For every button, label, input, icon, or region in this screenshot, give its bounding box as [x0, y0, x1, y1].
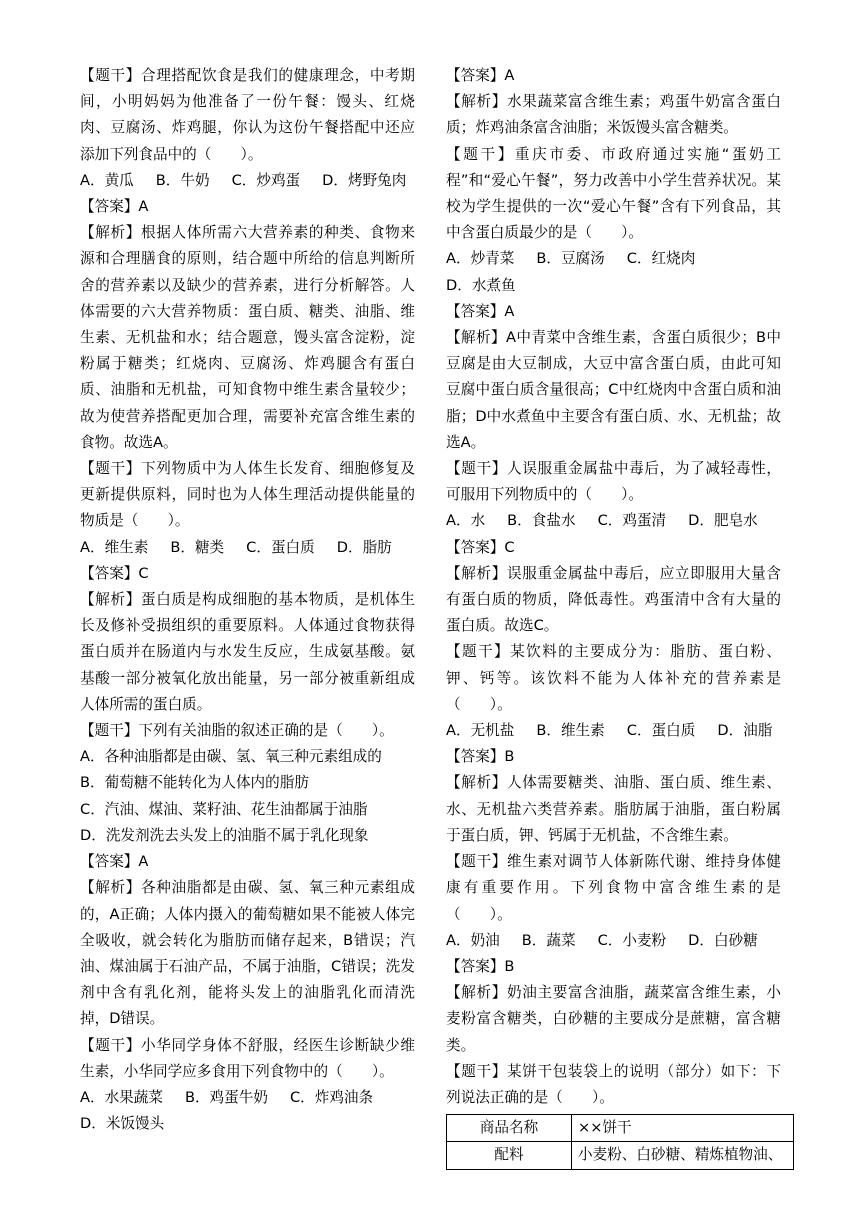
table-key: 配料: [447, 1142, 572, 1169]
answer-option: D．米饭馒头: [80, 1115, 165, 1133]
answer-option: D．水煮鱼: [446, 276, 516, 294]
text-paragraph: 【解析】人体需要糖类、油脂、蛋白质、维生素、水、无机盐六类营养素。脂肪属于油脂，蛋白粉属于蛋白质，钾、钙属于无机盐，不含维生素。: [446, 774, 781, 844]
text-paragraph: 【答案】C: [80, 564, 149, 582]
text-paragraph: 【解析】各种油脂都是由碳、氢、氧三种元素组成的，A正确；人体内摄入的葡萄糖如果不能被人体完全吸收，就会转化为脂肪而储存起来，B错误；汽油、煤油属于石油产品，不属于油脂，C错误；洗发剂中含有乳化剂，能将头发上的油脂乳化而清洗掉，D错误。: [80, 879, 415, 1028]
answer-option: A．水: [446, 512, 486, 530]
answer-option: B．豆腐汤: [536, 250, 605, 268]
answer-option: C．炸鸡油条: [289, 1088, 374, 1106]
text-paragraph: A．各种油脂都是由碳、氢、氧三种元素组成的: [80, 748, 382, 766]
answer-options: [446, 508, 781, 534]
answer-option: D．肥皂水: [688, 512, 758, 530]
answer-option: A．无机盐: [446, 722, 515, 740]
answer-option: A．奶油: [446, 931, 500, 949]
text-paragraph: 【解析】奶油主要富含油脂，蔬菜富含维生素，小麦粉富含糖类，白砂糖的主要成分是蔗糖，富含糖类。: [446, 984, 781, 1054]
answer-option: A．维生素: [80, 538, 149, 556]
text-paragraph: 【题干】维生素对调节人体新陈代谢、维持身体健康有重要作用。下列食物中富含维生素的是（ ）。: [446, 853, 781, 923]
answer-options: [80, 535, 415, 561]
text-paragraph: 【题干】某饮料的主要成分为：脂肪、蛋白粉、钾、钙等。该饮料不能为人体补充的营养素是（ ）。: [446, 643, 781, 713]
answer-option: C．炒鸡蛋: [231, 171, 301, 189]
answer-options: [80, 168, 415, 194]
text-paragraph: 【题干】某饼干包装袋上的说明（部分）如下：下列说法正确的是（ ）。: [446, 1062, 781, 1106]
text-paragraph: 【答案】A: [446, 302, 515, 320]
text-paragraph: 【答案】C: [446, 538, 515, 556]
text-paragraph: 【解析】蛋白质是构成细胞的基本物质，是机体生长及修补受损组织的重要原料。人体通过食物获得蛋白质并在肠道内与水发生反应，生成氨基酸。氨基酸一部分被氧化放出能量，另一部分被重新组成人体所需的蛋白质。: [80, 591, 415, 713]
answer-option: D．脂肪: [336, 538, 392, 556]
answer-option: B．糖类: [170, 538, 225, 556]
text-paragraph: 【解析】水果蔬菜富含维生素；鸡蛋牛奶富含蛋白质；炸鸡油条富含油脂；米饭馒头富含糖类。: [446, 93, 781, 137]
right-column-body: [446, 63, 781, 1111]
answer-option: A．黄瓜: [80, 171, 134, 189]
answer-option: B．维生素: [536, 722, 605, 740]
table-value: ××饼干: [572, 1115, 794, 1142]
text-paragraph: 【答案】B: [446, 957, 515, 975]
answer-option: B．食盐水: [507, 512, 576, 530]
answer-options: [446, 928, 781, 954]
table-key: 商品名称: [447, 1115, 572, 1142]
text-paragraph: 【题干】重庆市委、市政府通过实施“蛋奶工程”和“爱心午餐”，努力改善中小学生营养状况。某校为学生提供的一次“爱心午餐”含有下列食品，其中含蛋白质最少的是（ ）。: [446, 145, 781, 242]
answer-option: B．牛奶: [155, 171, 210, 189]
answer-option: A．炒青菜: [446, 250, 515, 268]
answer-options: [80, 1085, 415, 1137]
answer-option: C．鸡蛋清: [597, 512, 667, 530]
answer-option: D．白砂糖: [688, 931, 758, 949]
text-paragraph: 【题干】下列物质中为人体生长发育、细胞修复及更新提供原料，同时也为人体生理活动提供能量的物质是（ ）。: [80, 460, 415, 530]
text-paragraph: 【解析】根据人体所需六大营养素的种类、食物来源和合理膳食的原则，结合题中所给的信息判断所舍的营养素以及缺少的营养素，进行分析解答。人体需要的六大营养物质：蛋白质、糖类、油脂、维生素、无机盐和水；结合题意，馒头富含淀粉，淀粉属于糖类；红烧肉、豆腐汤、炸鸡腿含有蛋白质、油脂和无机盐，可知食物中维生素含量较少；故为使营养搭配更加合理，需要补充富含维生素的食物。故选A。: [80, 224, 415, 451]
text-paragraph: D．洗发剂洗去头发上的油脂不属于乳化现象: [80, 826, 369, 844]
right-column: [446, 63, 781, 1170]
text-paragraph: 【题干】人误服重金属盐中毒后，为了减轻毒性，可服用下列物质中的（ ）。: [446, 460, 781, 504]
text-paragraph: 【答案】A: [446, 67, 515, 84]
answer-options: [446, 718, 781, 744]
answer-option: C．小麦粉: [597, 931, 667, 949]
text-paragraph: 【答案】B: [446, 748, 515, 766]
table-row: [447, 1142, 794, 1169]
answer-options: [446, 246, 781, 298]
answer-option: A．水果蔬菜: [80, 1088, 163, 1106]
text-paragraph: 【答案】A: [80, 853, 149, 871]
answer-option: D．烤野兔肉: [322, 171, 407, 189]
product-info-table: [446, 1114, 794, 1169]
text-paragraph: B．葡萄糖不能转化为人体内的脂肪: [80, 774, 309, 792]
table-value: 小麦粉、白砂糖、精炼植物油、: [572, 1142, 794, 1169]
answer-option: B．鸡蛋牛奶: [184, 1088, 268, 1106]
answer-option: C．蛋白质: [246, 538, 315, 556]
left-column: [80, 63, 415, 1137]
answer-option: C．红烧肉: [626, 250, 696, 268]
text-paragraph: 【题干】小华同学身体不舒服，经医生诊断缺少维生素，小华同学应多食用下列食物中的（ ）。: [80, 1036, 415, 1080]
text-paragraph: 【解析】误服重金属盐中毒后，应立即服用大量含有蛋白质的物质，降低毒性。鸡蛋清中含有大量的蛋白质。故选C。: [446, 564, 781, 635]
answer-option: C．蛋白质: [626, 722, 696, 740]
text-paragraph: 【解析】A中青菜中含维生素，含蛋白质很少；B中豆腐是由大豆制成，大豆中富含蛋白质，由此可知豆腐中蛋白质含量很高；C中红烧肉中含蛋白质和油脂；D中水煮鱼中主要含有蛋白质、水、无机盐；故选A。: [446, 329, 781, 451]
answer-option: D．油脂: [717, 722, 773, 740]
text-paragraph: C．汽油、煤油、菜籽油、花生油都属于油脂: [80, 800, 368, 818]
text-paragraph: 【答案】A: [80, 198, 149, 216]
answer-option: B．蔬菜: [521, 931, 576, 949]
text-paragraph: 【题干】合理搭配饮食是我们的健康理念，中考期间，小明妈妈为他准备了一份午餐：馒头、红烧肉、豆腐汤、炸鸡腿，你认为这份午餐搭配中还应添加下列食品中的（ ）。: [80, 67, 415, 163]
table-row: [447, 1115, 794, 1142]
text-paragraph: 【题干】下列有关油脂的叙述正确的是（ ）。: [80, 722, 394, 740]
